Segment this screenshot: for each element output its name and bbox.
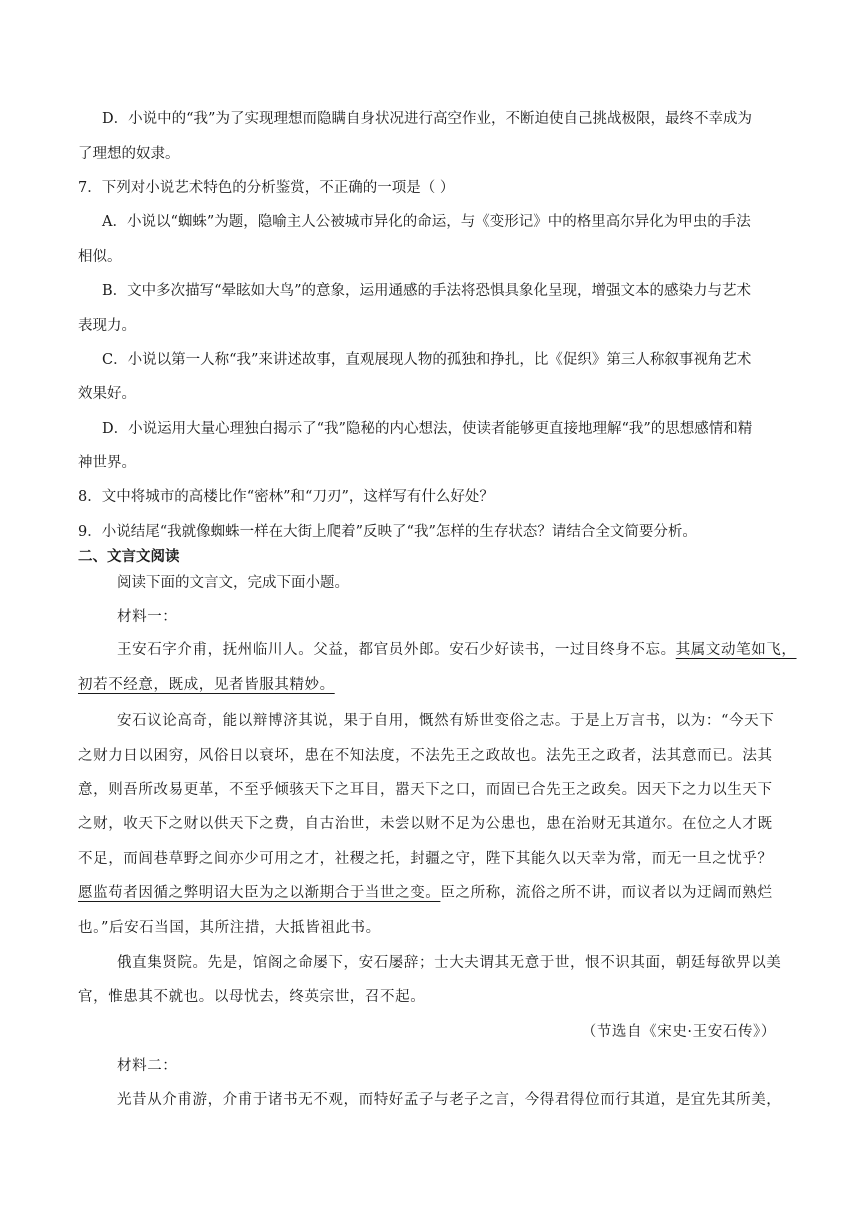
- p2-line7: 也。”后安石当国，其所注措，大抵皆祖此书。: [78, 920, 381, 936]
- p3-line1: 俄直集贤院。先是，馆阁之命屡下，安石屡辞；士大夫谓其无意于世，恨不识其面，朝廷每欲畀以美: [117, 955, 782, 971]
- material1-label: 材料一：: [117, 609, 178, 625]
- p2-line5: 不足，而闾巷草野之间亦少可用之才，社稷之托，封疆之守，陛下其能久以天幸为常，而无一旦之忧乎？: [78, 851, 773, 867]
- q7-option-a-line1: A．小说以“蜘蛛”为题，隐喻主人公被城市异化的命运，与《变形记》中的格里高尔异化为甲虫的手法: [102, 214, 751, 230]
- p2-line1: 安石议论高奇，能以辩博济其说，果于自用，慨然有矫世变俗之志。于是上万言书，以为：“今天下: [117, 713, 775, 729]
- p3-line2: 官，惟患其不就也。以母忧去，终英宗世，召不起。: [78, 989, 426, 1005]
- p2-underlined-sentence: 愿监苟者因循之弊明诏大臣为之以渐期合于当世之变。: [78, 885, 441, 901]
- m2-line1: 光昔从介甫游，介甫于诸书无不观，而特好孟子与老子之言，今得君得位而行其道，是宜先其所美，: [117, 1092, 782, 1108]
- section-instruction: 阅读下面的文言文，完成下面小题。: [117, 575, 349, 591]
- q6-option-d-line2: 了理想的奴隶。: [78, 146, 180, 162]
- section-heading: 二、文言文阅读: [78, 549, 180, 565]
- q8-stem: 8．文中将城市的高楼比作“密林”和“刀刃”，这样写有什么好处？: [78, 489, 494, 505]
- p2-line6-rest: 臣之所称，流俗之所不讲，而议者以为迂阔而熟烂: [440, 885, 773, 901]
- q9-stem: 9．小说结尾“我就像蜘蛛一样在大街上爬着”反映了“我”怎样的生存状态？请结合全文简要分析。: [78, 524, 697, 540]
- source-citation: （节选自《宋史·王安石传》）: [581, 1024, 776, 1040]
- q7-option-b-line1: B．文中多次描写“晕眩如大鸟”的意象，运用通感的手法将恐惧具象化呈现，增强文本的感染力与艺术: [102, 283, 751, 299]
- q6-option-d-line1: D．小说中的“我”为了实现理想而隐瞒自身状况进行高空作业，不断迫使自己挑战极限，最终不幸成为: [102, 111, 752, 127]
- p1-underlined-sentence-start: 其属文动笔如飞，: [675, 642, 797, 658]
- material2-label: 材料二：: [117, 1058, 178, 1074]
- q7-stem: 7．下列对小说艺术特色的分析鉴赏，不正确的一项是（ ）: [78, 180, 455, 196]
- p1-line1: [117, 639, 797, 661]
- q7-option-d-line1: D．小说运用大量心理独白揭示了“我”隐秘的内心想法，使读者能够更直接地理解“我”的思想感情和精: [102, 421, 753, 437]
- q7-option-b-line2: 表现力。: [78, 318, 136, 334]
- p2-line4: 之财，收天下之财以供天下之费，自古治世，未尝以财不足为公患也，患在治财无其道尔。在位之人才既: [78, 816, 773, 832]
- q7-option-c-line2: 效果好。: [78, 386, 136, 402]
- q7-option-d-line2: 神世界。: [78, 455, 136, 471]
- p2-line3: 意，则吾所改易更革，不至乎倾骇天下之耳目，嚣天下之口，而固已合先王之政矣。因天下之力以生天下: [78, 782, 773, 798]
- p1-line1-text: 王安石字介甫，抚州临川人。父益，都官员外郎。安石少好读书，一过目终身不忘。: [117, 642, 676, 658]
- q7-option-a-line2: 相似。: [78, 249, 122, 265]
- p2-line6: [78, 882, 773, 904]
- p1-line2-underlined: 初若不经意，既成，见者皆服其精妙。: [78, 677, 335, 693]
- q7-option-c-line1: C．小说以第一人称“我”来讲述故事，直观展现人物的孤独和挣扎，比《促织》第三人称叙事视角艺术: [102, 352, 752, 368]
- p2-line2: 之财力日以困穷，风俗日以衰坏，患在不知法度，不法先王之政故也。法先王之政者，法其意而已。法其: [78, 748, 773, 764]
